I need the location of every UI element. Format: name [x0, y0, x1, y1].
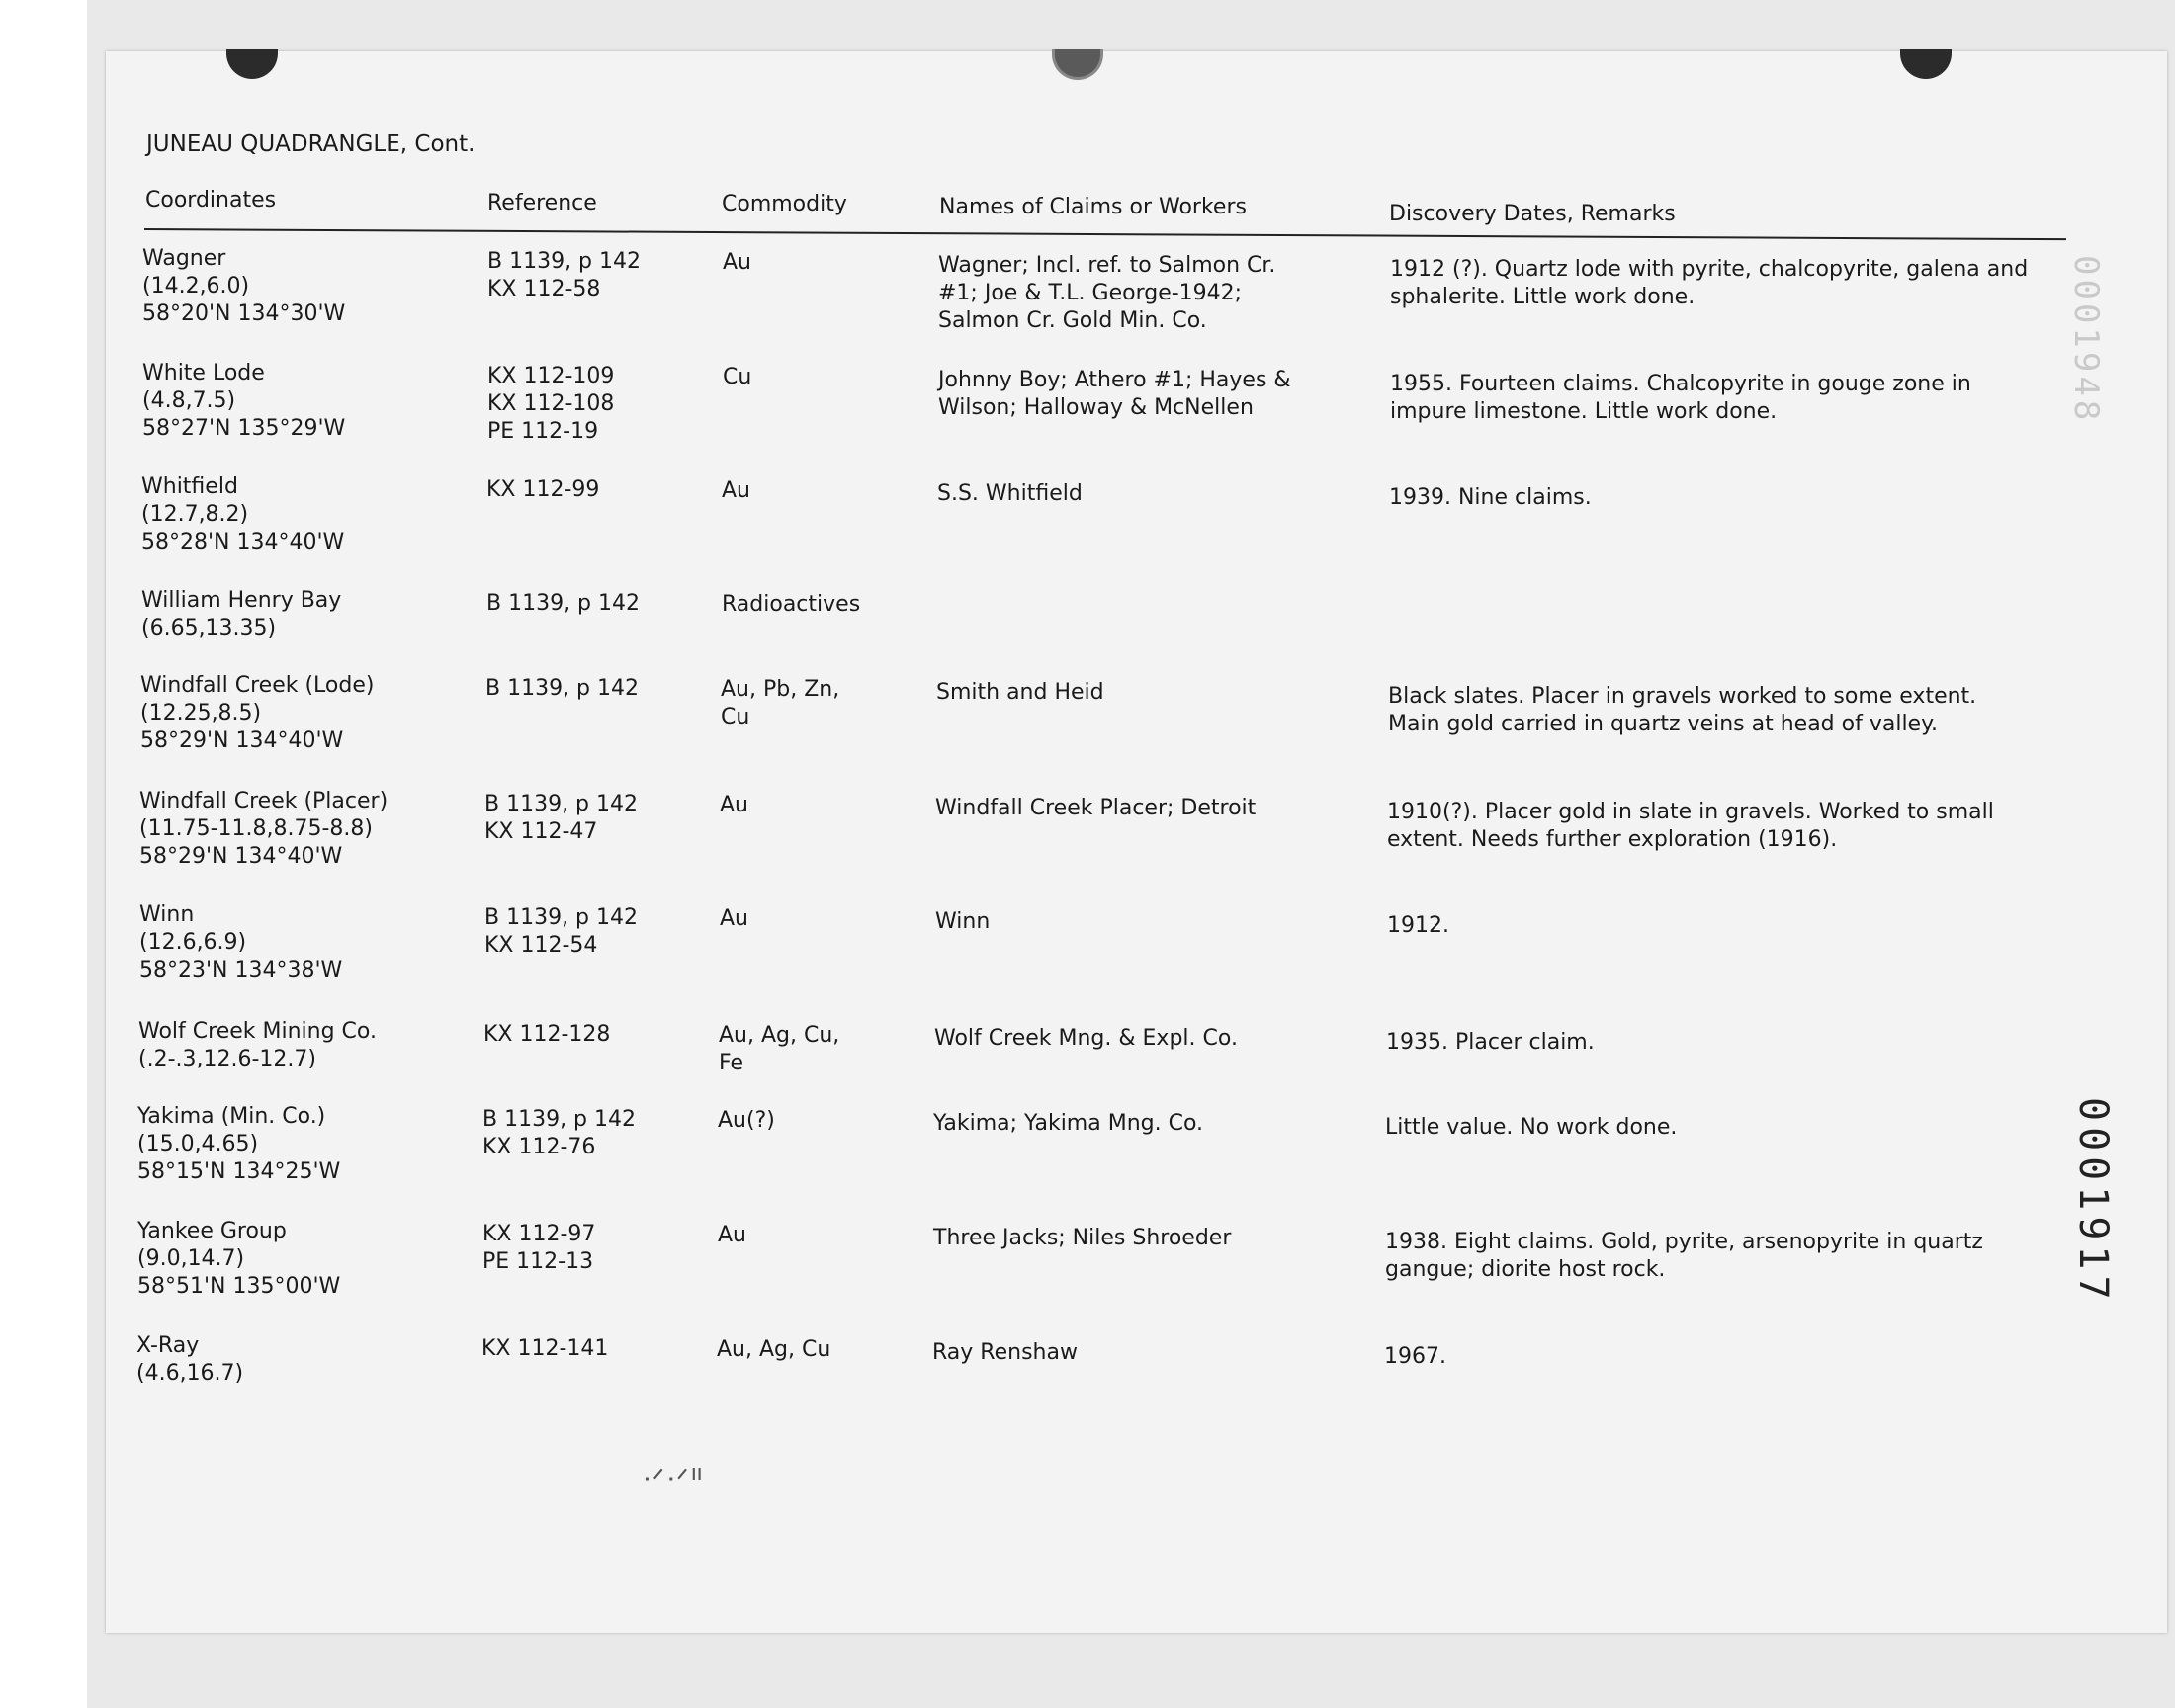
cell-commodity: Radioactives: [722, 592, 861, 617]
cell-reference: B 1139, p 142 KX 112-47: [484, 792, 639, 844]
cell-names: Yakima; Yakima Mng. Co.: [933, 1111, 1204, 1136]
cell-coordinates: William Henry Bay (6.65,13.35): [141, 588, 342, 640]
punch-hole: [1900, 49, 1952, 79]
cell-coordinates: Whitfield (12.7,8.2) 58°28'N 134°40'W: [141, 474, 345, 555]
cell-reference: KX 112-109 KX 112-108 PE 112-19: [487, 364, 615, 444]
column-header-names: Names of Claims or Workers: [939, 195, 1247, 219]
cell-reference: KX 112-97 PE 112-13: [482, 1222, 596, 1274]
cell-remarks: Black slates. Placer in gravels worked to some extent. Main gold carried in quartz veins at head of valley.: [1388, 684, 1977, 736]
cell-reference: B 1139, p 142: [485, 676, 640, 701]
punch-hole: [1052, 49, 1103, 80]
cell-coordinates: White Lode (4.8,7.5) 58°27'N 135°29'W: [142, 361, 346, 441]
punch-hole: [226, 49, 278, 79]
cell-names: Winn: [935, 909, 991, 934]
cell-reference: KX 112-99: [486, 477, 600, 502]
cell-remarks: Little value. No work done.: [1385, 1115, 1678, 1140]
cell-names: Ray Renshaw: [932, 1340, 1078, 1365]
column-header-commodity: Commodity: [722, 192, 847, 216]
cell-remarks: 1938. Eight claims. Gold, pyrite, arsenopyrite in quartz gangue; diorite host rock.: [1385, 1230, 1983, 1282]
cell-remarks: 1912.: [1387, 913, 1449, 938]
cell-names: Three Jacks; Niles Shroeder: [933, 1226, 1232, 1250]
cell-coordinates: Wagner (14.2,6.0) 58°20'N 134°30'W: [142, 246, 346, 326]
cell-coordinates: Yakima (Min. Co.) (15.0,4.65) 58°15'N 134°25'W: [137, 1104, 341, 1184]
cell-coordinates: X-Ray (4.6,16.7): [136, 1333, 244, 1386]
cell-commodity: Au: [723, 250, 751, 275]
cell-commodity: Cu: [723, 365, 752, 389]
document-number-stamp: 0001917: [2070, 1097, 2116, 1306]
cell-names: Johnny Boy; Athero #1; Hayes & Wilson; Halloway & McNellen: [938, 368, 1291, 420]
cell-coordinates: Wolf Creek Mining Co. (.2-.3,12.6-12.7): [138, 1019, 377, 1071]
cell-coordinates: Windfall Creek (Placer) (11.75-11.8,8.75-8.8) 58°29'N 134°40'W: [139, 789, 389, 869]
cell-names: Wolf Creek Mng. & Expl. Co.: [934, 1026, 1238, 1051]
cell-remarks: 1967.: [1384, 1344, 1446, 1369]
column-header-coordinates: Coordinates: [145, 188, 277, 213]
cell-commodity: Au(?): [718, 1108, 775, 1133]
cell-names: Smith and Heid: [936, 680, 1104, 705]
cell-coordinates: Windfall Creek (Lode) (12.25,8.5) 58°29'N 134°40'W: [140, 673, 375, 753]
cell-commodity: Au: [720, 793, 748, 817]
cell-coordinates: Winn (12.6,6.9) 58°23'N 134°38'W: [139, 902, 343, 982]
cell-remarks: 1955. Fourteen claims. Chalcopyrite in gouge zone in impure limestone. Little work done.: [1390, 372, 1971, 424]
page-title: JUNEAU QUADRANGLE, Cont.: [146, 131, 476, 157]
cell-reference: KX 112-128: [483, 1022, 611, 1047]
column-header-remarks: Discovery Dates, Remarks: [1389, 202, 1676, 226]
cell-names: Wagner; Incl. ref. to Salmon Cr. #1; Joe & T.L. George-1942; Salmon Cr. Gold Min. Co.: [938, 253, 1276, 333]
column-header-reference: Reference: [487, 191, 597, 215]
cell-commodity: Au, Ag, Cu, Fe: [719, 1023, 840, 1075]
faint-stamp: 0001948: [2066, 255, 2106, 425]
cell-remarks: 1912 (?). Quartz lode with pyrite, chalcopyrite, galena and sphalerite. Little work done.: [1390, 257, 2029, 309]
cell-commodity: Au, Pb, Zn, Cu: [721, 677, 840, 729]
cell-commodity: Au: [718, 1223, 746, 1247]
cell-remarks: 1939. Nine claims.: [1389, 485, 1592, 510]
cell-names: Windfall Creek Placer; Detroit: [935, 796, 1257, 820]
cell-names: S.S. Whitfield: [937, 481, 1083, 506]
cell-remarks: 1910(?). Placer gold in slate in gravels. Worked to small extent. Needs further exploration (1916).: [1387, 800, 1994, 852]
cell-reference: B 1139, p 142 KX 112-76: [482, 1107, 637, 1159]
cell-reference: KX 112-141: [481, 1336, 609, 1361]
handwritten-mark: ᐧᐟᐧᐟᐦ: [643, 1463, 705, 1497]
cell-commodity: Au: [720, 906, 748, 931]
cell-reference: B 1139, p 142 KX 112-54: [484, 905, 639, 958]
cell-remarks: 1935. Placer claim.: [1386, 1030, 1595, 1055]
cell-commodity: Au, Ag, Cu: [717, 1337, 831, 1362]
cell-reference: B 1139, p 142 KX 112-58: [487, 249, 642, 301]
cell-commodity: Au: [722, 478, 750, 503]
cell-coordinates: Yankee Group (9.0,14.7) 58°51'N 135°00'W: [137, 1219, 341, 1299]
cell-reference: B 1139, p 142: [486, 591, 641, 616]
